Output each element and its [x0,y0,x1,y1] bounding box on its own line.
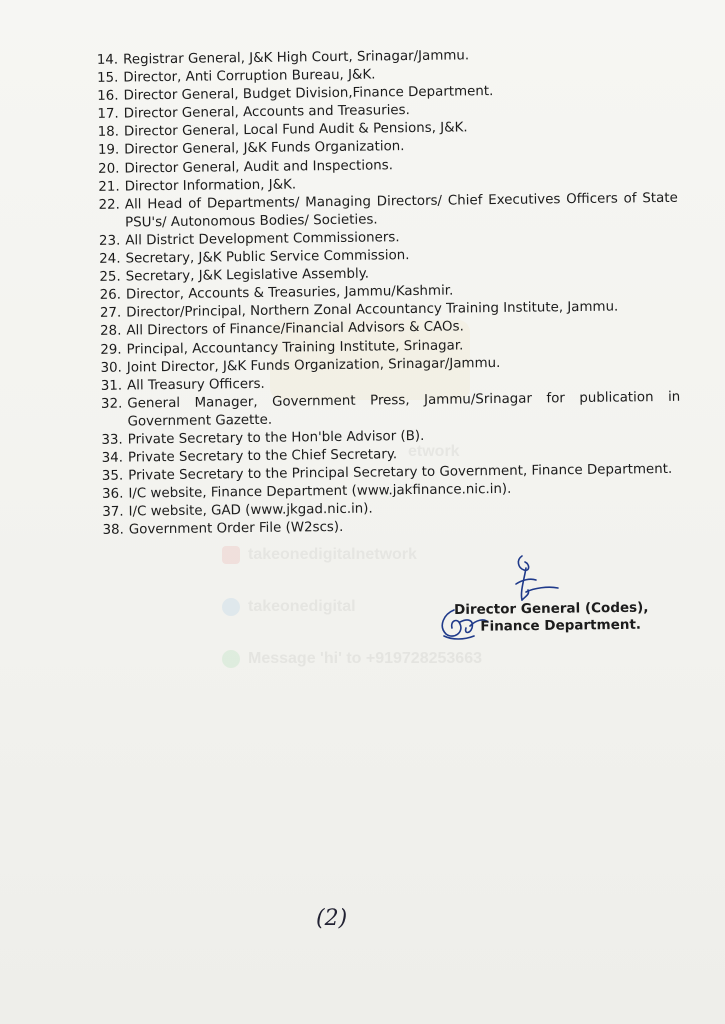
list-item-text: Director General, Budget Division,Finance Department. [123,84,494,104]
list-item-number: 30. [100,360,122,376]
list-item-number: 26. [99,287,122,304]
list-item-text: Registrar General, J&K High Court, Srinagar/Jammu. [123,48,470,68]
list-item-number: 32. [100,396,123,412]
list-item-number: 35. [101,468,124,484]
signatory-block [454,600,649,636]
list-item-number: 16. [97,88,119,105]
list-item-number: 25. [99,269,121,285]
list-item-text: Director General, Audit and Inspections. [124,157,394,177]
list-item-number: 31. [100,378,123,394]
list-item-text: I/C website, Finance Department (www.jakfinance.nic.in). [128,482,512,502]
twitter-icon [222,598,240,616]
list-item-number: 29. [100,342,122,358]
list-item-text: Director General, Accounts and Treasuries. [123,103,410,122]
signatory-designation: Director General (Codes), [454,599,649,618]
list-item-text: Director, Anti Corruption Bureau, J&K. [123,67,376,86]
list-item-number: 17. [97,106,119,123]
youtube-icon [222,546,240,564]
list-item-text: All District Development Commissioners. [125,230,400,249]
list-item-text: Secretary, J&K Public Service Commission. [125,248,410,267]
list-item-number: 20. [98,161,120,177]
list-item-number: 38. [102,523,124,539]
list-item-number: 33. [101,432,123,448]
list-item-text: All Directors of Finance/Financial Advisors & CAOs. [126,319,464,339]
list-item-text: I/C website, GAD (www.jkgad.nic.in). [128,501,373,520]
signatory-department: Finance Department. [480,616,642,635]
list-item-number: 36. [102,486,124,503]
list-item-text: Private Secretary to the Principal Secretary to Government, Finance Department. [128,462,673,484]
list-item-text: All Treasury Officers. [126,376,265,394]
list-item-number: 28. [100,323,122,340]
list-item-text: Director General, Local Fund Audit & Pensions, J&K. [123,120,468,140]
list-item-text: General Manager, Government Press, Jammu/Srinagar for publication in Government Gazette. [127,389,681,430]
list-item-number: 24. [99,251,121,267]
list-item-number: 15. [96,70,119,86]
list-item-text: Private Secretary to the Hon'ble Advisor (B). [127,428,425,448]
watermark-partial: etwork [408,443,460,460]
list-item-text: Director General, J&K Funds Organization. [124,139,405,159]
list-item-text: Government Order File (W2scs). [128,520,344,538]
list-item-number: 19. [97,143,120,159]
list-item-number: 22. [98,197,120,213]
list-item-text: Principal, Accountancy Training Institute, Srinagar. [126,337,464,358]
list-item-number: 21. [98,179,120,195]
watermark-whatsapp: Message 'hi' to +919728253663 [222,650,482,668]
watermark-youtube: takeonedigitalnetwork [222,546,417,564]
distribution-list [86,45,682,541]
list-item-text: Joint Director, J&K Funds Organization, Srinagar/Jammu. [126,355,501,376]
list-item-number: 37. [102,504,124,521]
page-number: (2) [316,906,348,931]
list-item-number: 18. [97,124,120,141]
list-item-number: 27. [99,305,122,322]
list-item-text: Secretary, J&K Legislative Assembly. [125,266,370,285]
list-item-text: Director/Principal, Northern Zonal Accountancy Training Institute, Jammu. [126,299,619,321]
list-item-text: Director Information, J&K. [124,177,297,195]
list-item-text: Private Secretary to the Chief Secretary. [127,447,398,466]
list-item-text: All Head of Departments/ Managing Directors/ Chief Executives Officers of State PSU's/ Autonomous Bodies/ Societies. [124,190,678,231]
list-item-number: 14. [96,52,119,68]
list-item-text: Director, Accounts & Treasuries, Jammu/Kashmir. [125,283,454,303]
list-item-number: 34. [101,450,124,466]
whatsapp-icon [222,650,240,668]
list-item-number: 23. [98,233,121,249]
watermark-twitter: takeonedigital [222,598,356,616]
